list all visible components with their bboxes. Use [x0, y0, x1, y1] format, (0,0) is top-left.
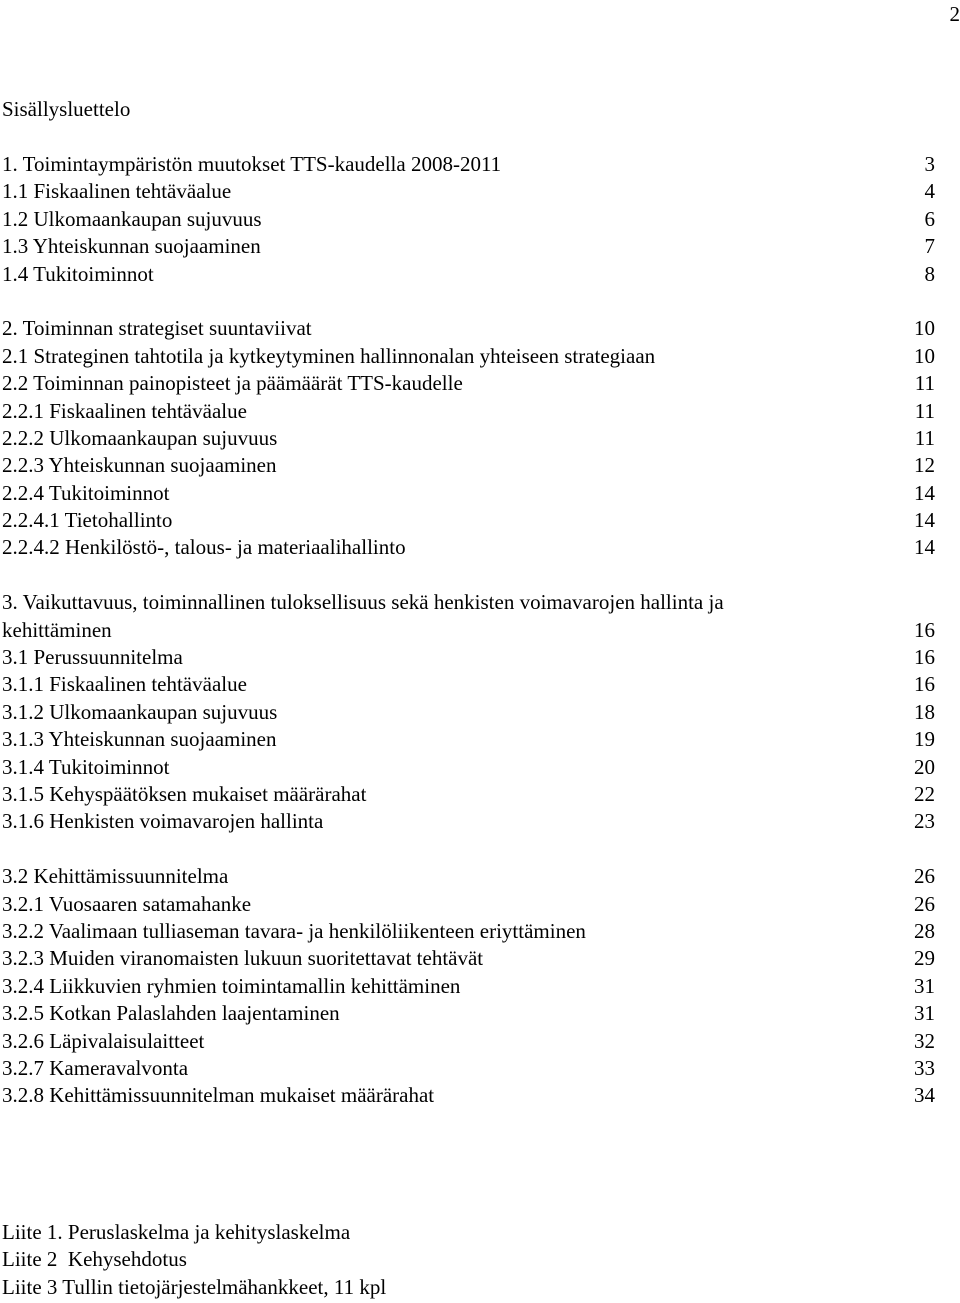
toc-entry-label: 3.2.4 Liikkuvien ryhmien toimintamallin kehittäminen: [2, 973, 461, 998]
toc-entry-label: 1.4 Tukitoiminnot: [2, 261, 154, 286]
toc-entry[interactable]: [2, 919, 935, 946]
toc-entry-label: 3.2.5 Kotkan Palaslahden laajentaminen: [2, 1001, 340, 1026]
toc-entry-page: 10: [914, 316, 935, 341]
appendix-item[interactable]: Liite 3 Tullin tietojärjestelmähankkeet, 11 kpl: [2, 1274, 387, 1299]
toc-entry-label: 2.2.3 Yhteiskunnan suojaaminen: [2, 453, 277, 478]
toc-entry[interactable]: [2, 645, 935, 672]
page-number: 2: [949, 2, 960, 26]
toc-entry-label: 3.2.2 Vaalimaan tulliaseman tavara- ja henkilöliikenteen eriyttäminen: [2, 918, 586, 943]
toc-entry[interactable]: [2, 1056, 935, 1083]
toc-entry-page: 16: [914, 645, 935, 670]
toc-entry-page: 14: [914, 535, 935, 560]
toc-entry-label: 3.1.4 Tukitoiminnot: [2, 754, 170, 779]
toc-entry[interactable]: [2, 672, 935, 699]
toc-entry-page: 34: [914, 1083, 935, 1108]
toc-entry[interactable]: [2, 371, 935, 398]
toc-entry[interactable]: [2, 1001, 935, 1028]
toc-entry-label: 1.2 Ulkomaankaupan sujuvuus: [2, 206, 262, 231]
toc-entry-page: 33: [914, 1055, 935, 1080]
toc-entry-label: 2.2 Toiminnan painopisteet ja päämäärät TTS-kaudelle: [2, 371, 463, 396]
toc-entry-label: 3.1 Perussuunnitelma: [2, 645, 183, 670]
toc-entry-label: 2.2.4.1 Tietohallinto: [2, 508, 173, 533]
toc-entry[interactable]: [2, 892, 935, 919]
appendix-item[interactable]: Liite 2 Kehysehdotus: [2, 1247, 187, 1272]
toc-entry-label: 3.2.3 Muiden viranomaisten lukuun suoritettavat tehtävät: [2, 946, 484, 971]
toc-entry-label: 2.2.4.2 Henkilöstö-, talous- ja materiaalihallinto: [2, 535, 406, 560]
toc-entry[interactable]: [2, 1083, 935, 1110]
appendix-list: [2, 1220, 902, 1302]
toc-entry-page: 26: [914, 891, 935, 916]
toc-entry[interactable]: [2, 1029, 935, 1056]
toc-section-3: [2, 590, 935, 1110]
toc-entry[interactable]: [2, 399, 935, 426]
toc-entry-label: 3.1.6 Henkisten voimavarojen hallinta: [2, 809, 324, 834]
toc-entry-page: 8: [924, 261, 935, 286]
toc-entry[interactable]: [2, 727, 935, 754]
toc-entry-page: 16: [914, 672, 935, 697]
toc-entry[interactable]: [2, 755, 935, 782]
spacer: [2, 837, 935, 864]
toc-entry-label: 3.2.8 Kehittämissuunnitelman mukaiset määrärahat: [2, 1083, 435, 1108]
toc-entry[interactable]: [2, 234, 935, 261]
spacer: [2, 289, 935, 316]
toc-entry[interactable]: [2, 508, 935, 535]
toc-entry-page: 11: [914, 398, 935, 423]
toc-entry-label: kehittäminen: [2, 617, 112, 642]
table-of-contents: [2, 152, 935, 1111]
toc-entry-label: 3.1.1 Fiskaalinen tehtäväalue: [2, 672, 247, 697]
toc-entry-page: 22: [914, 781, 935, 806]
toc-entry-label: 3.2 Kehittämissuunnitelma: [2, 864, 229, 889]
toc-entry-label: 1.1 Fiskaalinen tehtäväalue: [2, 179, 232, 204]
toc-entry[interactable]: [2, 864, 935, 891]
toc-title: Sisällysluettelo: [2, 97, 131, 121]
toc-entry-page: 14: [914, 508, 935, 533]
toc-entry-page: 4: [924, 179, 935, 204]
toc-entry-page: 10: [914, 343, 935, 368]
toc-entry-page: 20: [914, 754, 935, 779]
toc-entry-label: 1.3 Yhteiskunnan suojaaminen: [2, 234, 261, 259]
toc-entry-label: 3.1.3 Yhteiskunnan suojaaminen: [2, 727, 277, 752]
toc-entry-page: 11: [914, 425, 935, 450]
toc-entry[interactable]: [2, 782, 935, 809]
toc-entry[interactable]: [2, 316, 935, 343]
toc-heading-line[interactable]: 3. Vaikuttavuus, toiminnallinen tuloksellisuus sekä henkisten voimavarojen hallinta ja: [2, 590, 724, 615]
toc-entry[interactable]: [2, 152, 935, 179]
toc-entry-label: 3.2.6 Läpivalaisulaitteet: [2, 1028, 205, 1053]
toc-entry-page: 32: [914, 1028, 935, 1053]
toc-entry[interactable]: [2, 481, 935, 508]
toc-entry-page: 14: [914, 480, 935, 505]
toc-entry[interactable]: [2, 535, 935, 562]
toc-entry-page: 31: [914, 1001, 935, 1026]
toc-entry-page: 3: [924, 152, 935, 176]
toc-entry[interactable]: [2, 207, 935, 234]
appendix-item[interactable]: Liite 1. Peruslaskelma ja kehityslaskelma: [2, 1220, 351, 1244]
toc-entry-page: 23: [914, 809, 935, 834]
toc-entry-page: 19: [914, 727, 935, 752]
toc-entry-page: 31: [914, 973, 935, 998]
toc-entry[interactable]: [2, 262, 935, 289]
toc-entry[interactable]: [2, 974, 935, 1001]
toc-entry-page: 16: [914, 617, 935, 642]
toc-entry-label: 2.2.2 Ulkomaankaupan sujuvuus: [2, 425, 278, 450]
toc-entry-page: 29: [914, 946, 935, 971]
toc-entry-label: 3.1.5 Kehyspäätöksen mukaiset määrärahat: [2, 781, 367, 806]
toc-entry[interactable]: [2, 179, 935, 206]
toc-entry[interactable]: [2, 344, 935, 371]
toc-entry-label: 2.2.4 Tukitoiminnot: [2, 480, 170, 505]
toc-section-1: [2, 152, 935, 289]
toc-entry-page: 11: [914, 371, 935, 396]
toc-entry[interactable]: [2, 453, 935, 480]
toc-entry[interactable]: [2, 946, 935, 973]
toc-entry[interactable]: [2, 700, 935, 727]
toc-section-2: [2, 316, 935, 563]
toc-entry-page: 26: [914, 864, 935, 889]
toc-entry[interactable]: [2, 809, 935, 836]
toc-entry[interactable]: [2, 618, 935, 645]
toc-entry[interactable]: [2, 426, 935, 453]
toc-entry-label: 3.2.1 Vuosaaren satamahanke: [2, 891, 252, 916]
toc-entry-label: 2.1 Strateginen tahtotila ja kytkeytyminen hallinnonalan yhteiseen strategiaan: [2, 343, 656, 368]
toc-entry-label: 3.1.2 Ulkomaankaupan sujuvuus: [2, 699, 278, 724]
toc-entry-page: 28: [914, 918, 935, 943]
toc-entry-page: 6: [924, 206, 935, 231]
toc-entry-label: 3.2.7 Kameravalvonta: [2, 1055, 189, 1080]
toc-entry-label: 2.2.1 Fiskaalinen tehtäväalue: [2, 398, 247, 423]
toc-entry-page: 7: [924, 234, 935, 259]
toc-entry-page: 12: [914, 453, 935, 478]
spacer: [2, 563, 935, 590]
toc-entry-label: 1. Toimintaympäristön muutokset TTS-kaudella 2008-2011: [2, 152, 502, 176]
toc-entry-page: 18: [914, 699, 935, 724]
toc-entry-label: 2. Toiminnan strategiset suuntaviivat: [2, 316, 312, 341]
